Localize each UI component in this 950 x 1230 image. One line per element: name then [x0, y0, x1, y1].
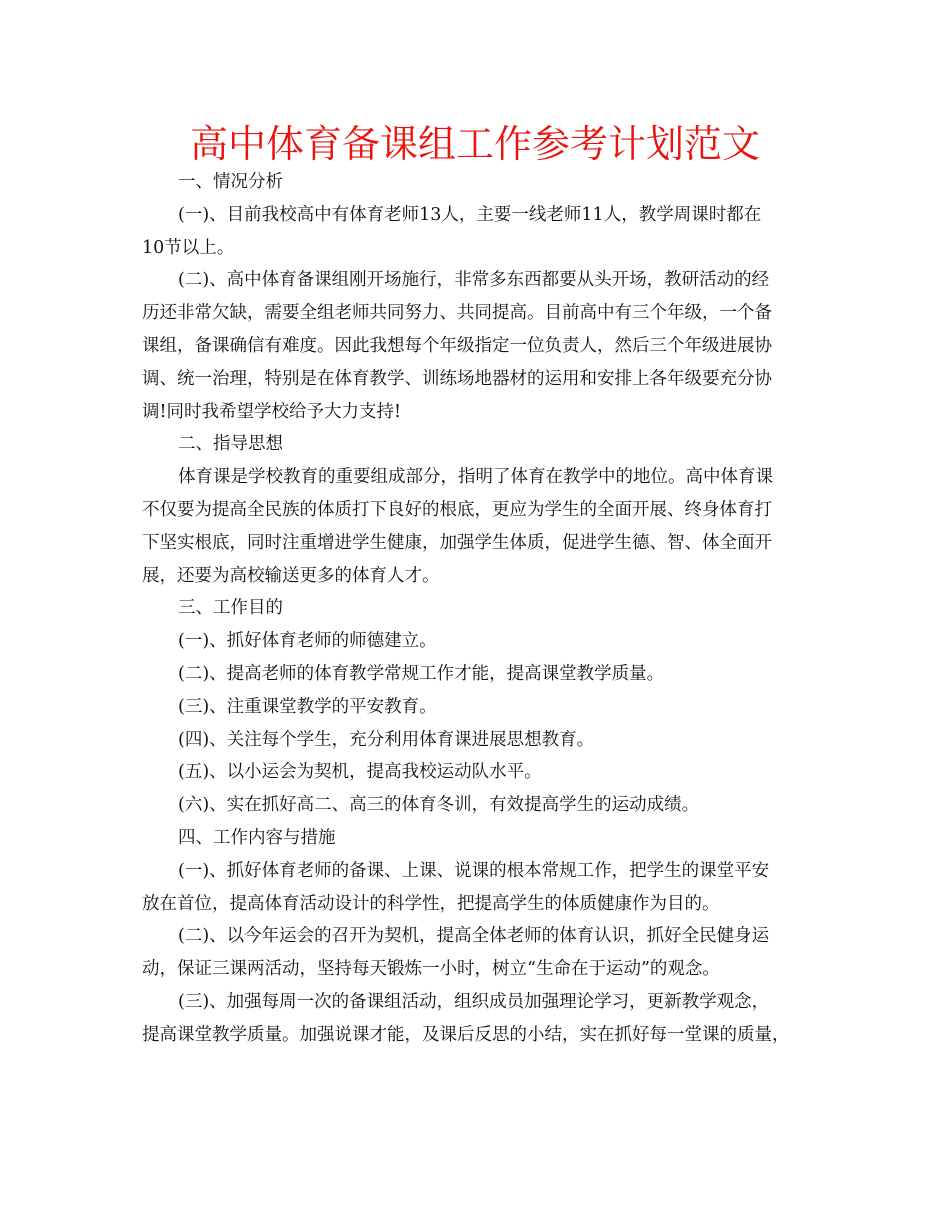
text-line: 放在首位，提高体育活动设计的科学性，把提高学生的体质健康作为目的。	[142, 893, 720, 914]
text-line: (三)、注重课堂教学的平安教育。	[178, 696, 437, 717]
paragraph	[142, 920, 822, 986]
text-line: (六)、实在抓好高二、高三的体育冬训，有效提高学生的运动成绩。	[178, 795, 700, 816]
text-line: (二)、以今年运会的召开为契机，提高全体老师的体育认识，抓好全民健身运	[178, 926, 770, 947]
text-line: 课组，备课确信有难度。因此我想每个年级指定一位负责人，然后三个年级进展协	[142, 335, 772, 356]
paragraph	[142, 855, 822, 921]
text-line: (二)、提高老师的体育教学常规工作才能，提高课堂教学质量。	[178, 663, 665, 684]
document-title: 高中体育备课组工作参考计划范文	[189, 122, 760, 166]
text-line: 三、工作目的	[178, 598, 283, 619]
text-line: (五)、以小运会为契机，提高我校运动队水平。	[178, 762, 542, 783]
section-heading	[142, 428, 822, 461]
paragraph	[142, 691, 822, 724]
text-line: 调!同时我希望学校给予大力支持!	[142, 401, 402, 422]
text-line: (一)、目前我校高中有体育老师13人，主要一线老师11人，教学周课时都在	[178, 204, 762, 225]
text-line: 提高课堂教学质量。加强说课才能，及课后反思的小结，实在抓好每一堂课的质量，	[142, 1024, 790, 1045]
text-line: 一、情况分析	[178, 172, 283, 192]
document-body	[142, 166, 822, 1052]
text-line: (一)、抓好体育老师的师德建立。	[178, 631, 437, 652]
paragraph	[142, 658, 822, 691]
paragraph	[142, 461, 822, 592]
section-heading	[142, 592, 822, 625]
text-line: 调、统一治理，特别是在体育教学、训练场地器材的运用和安排上各年级要充分协	[142, 368, 772, 389]
text-line: 不仅要为提高全民族的体质打下良好的根底，更应为学生的全面开展、终身体育打	[142, 499, 772, 520]
text-line: (三)、加强每周一次的备课组活动，组织成员加强理论学习，更新教学观念，	[178, 991, 770, 1012]
section-heading	[142, 166, 822, 199]
paragraph	[142, 625, 822, 658]
paragraph	[142, 264, 822, 428]
text-line: 10节以上。	[142, 237, 235, 258]
paragraph	[142, 199, 822, 265]
paragraph	[142, 756, 822, 789]
text-line: 下坚实根底，同时注重增进学生健康，加强学生体质，促进学生德、智、体全面开	[142, 532, 772, 553]
text-line: 展，还要为高校输送更多的体育人才。	[142, 565, 440, 586]
text-line: (一)、抓好体育老师的备课、上课、说课的根本常规工作，把学生的课堂平安	[178, 860, 770, 881]
text-line: (二)、高中体育备课组刚开场施行，非常多东西都要从头开场，教研活动的经	[178, 270, 770, 291]
text-line: 四、工作内容与措施	[178, 827, 336, 848]
section-heading	[142, 822, 822, 855]
paragraph	[142, 724, 822, 757]
text-line: 动，保证三课两活动，坚持每天锻炼一小时，树立“生命在于运动”的观念。	[142, 959, 720, 980]
paragraph	[142, 986, 822, 1052]
text-line: (四)、关注每个学生，充分利用体育课进展思想教育。	[178, 729, 595, 750]
paragraph	[142, 789, 822, 822]
text-line: 体育课是学校教育的重要组成部分，指明了体育在教学中的地位。高中体育课	[178, 467, 773, 488]
text-line: 历还非常欠缺，需要全组老师共同努力、共同提高。目前高中有三个年级，一个备	[142, 303, 772, 324]
text-line: 二、指导思想	[178, 434, 283, 455]
